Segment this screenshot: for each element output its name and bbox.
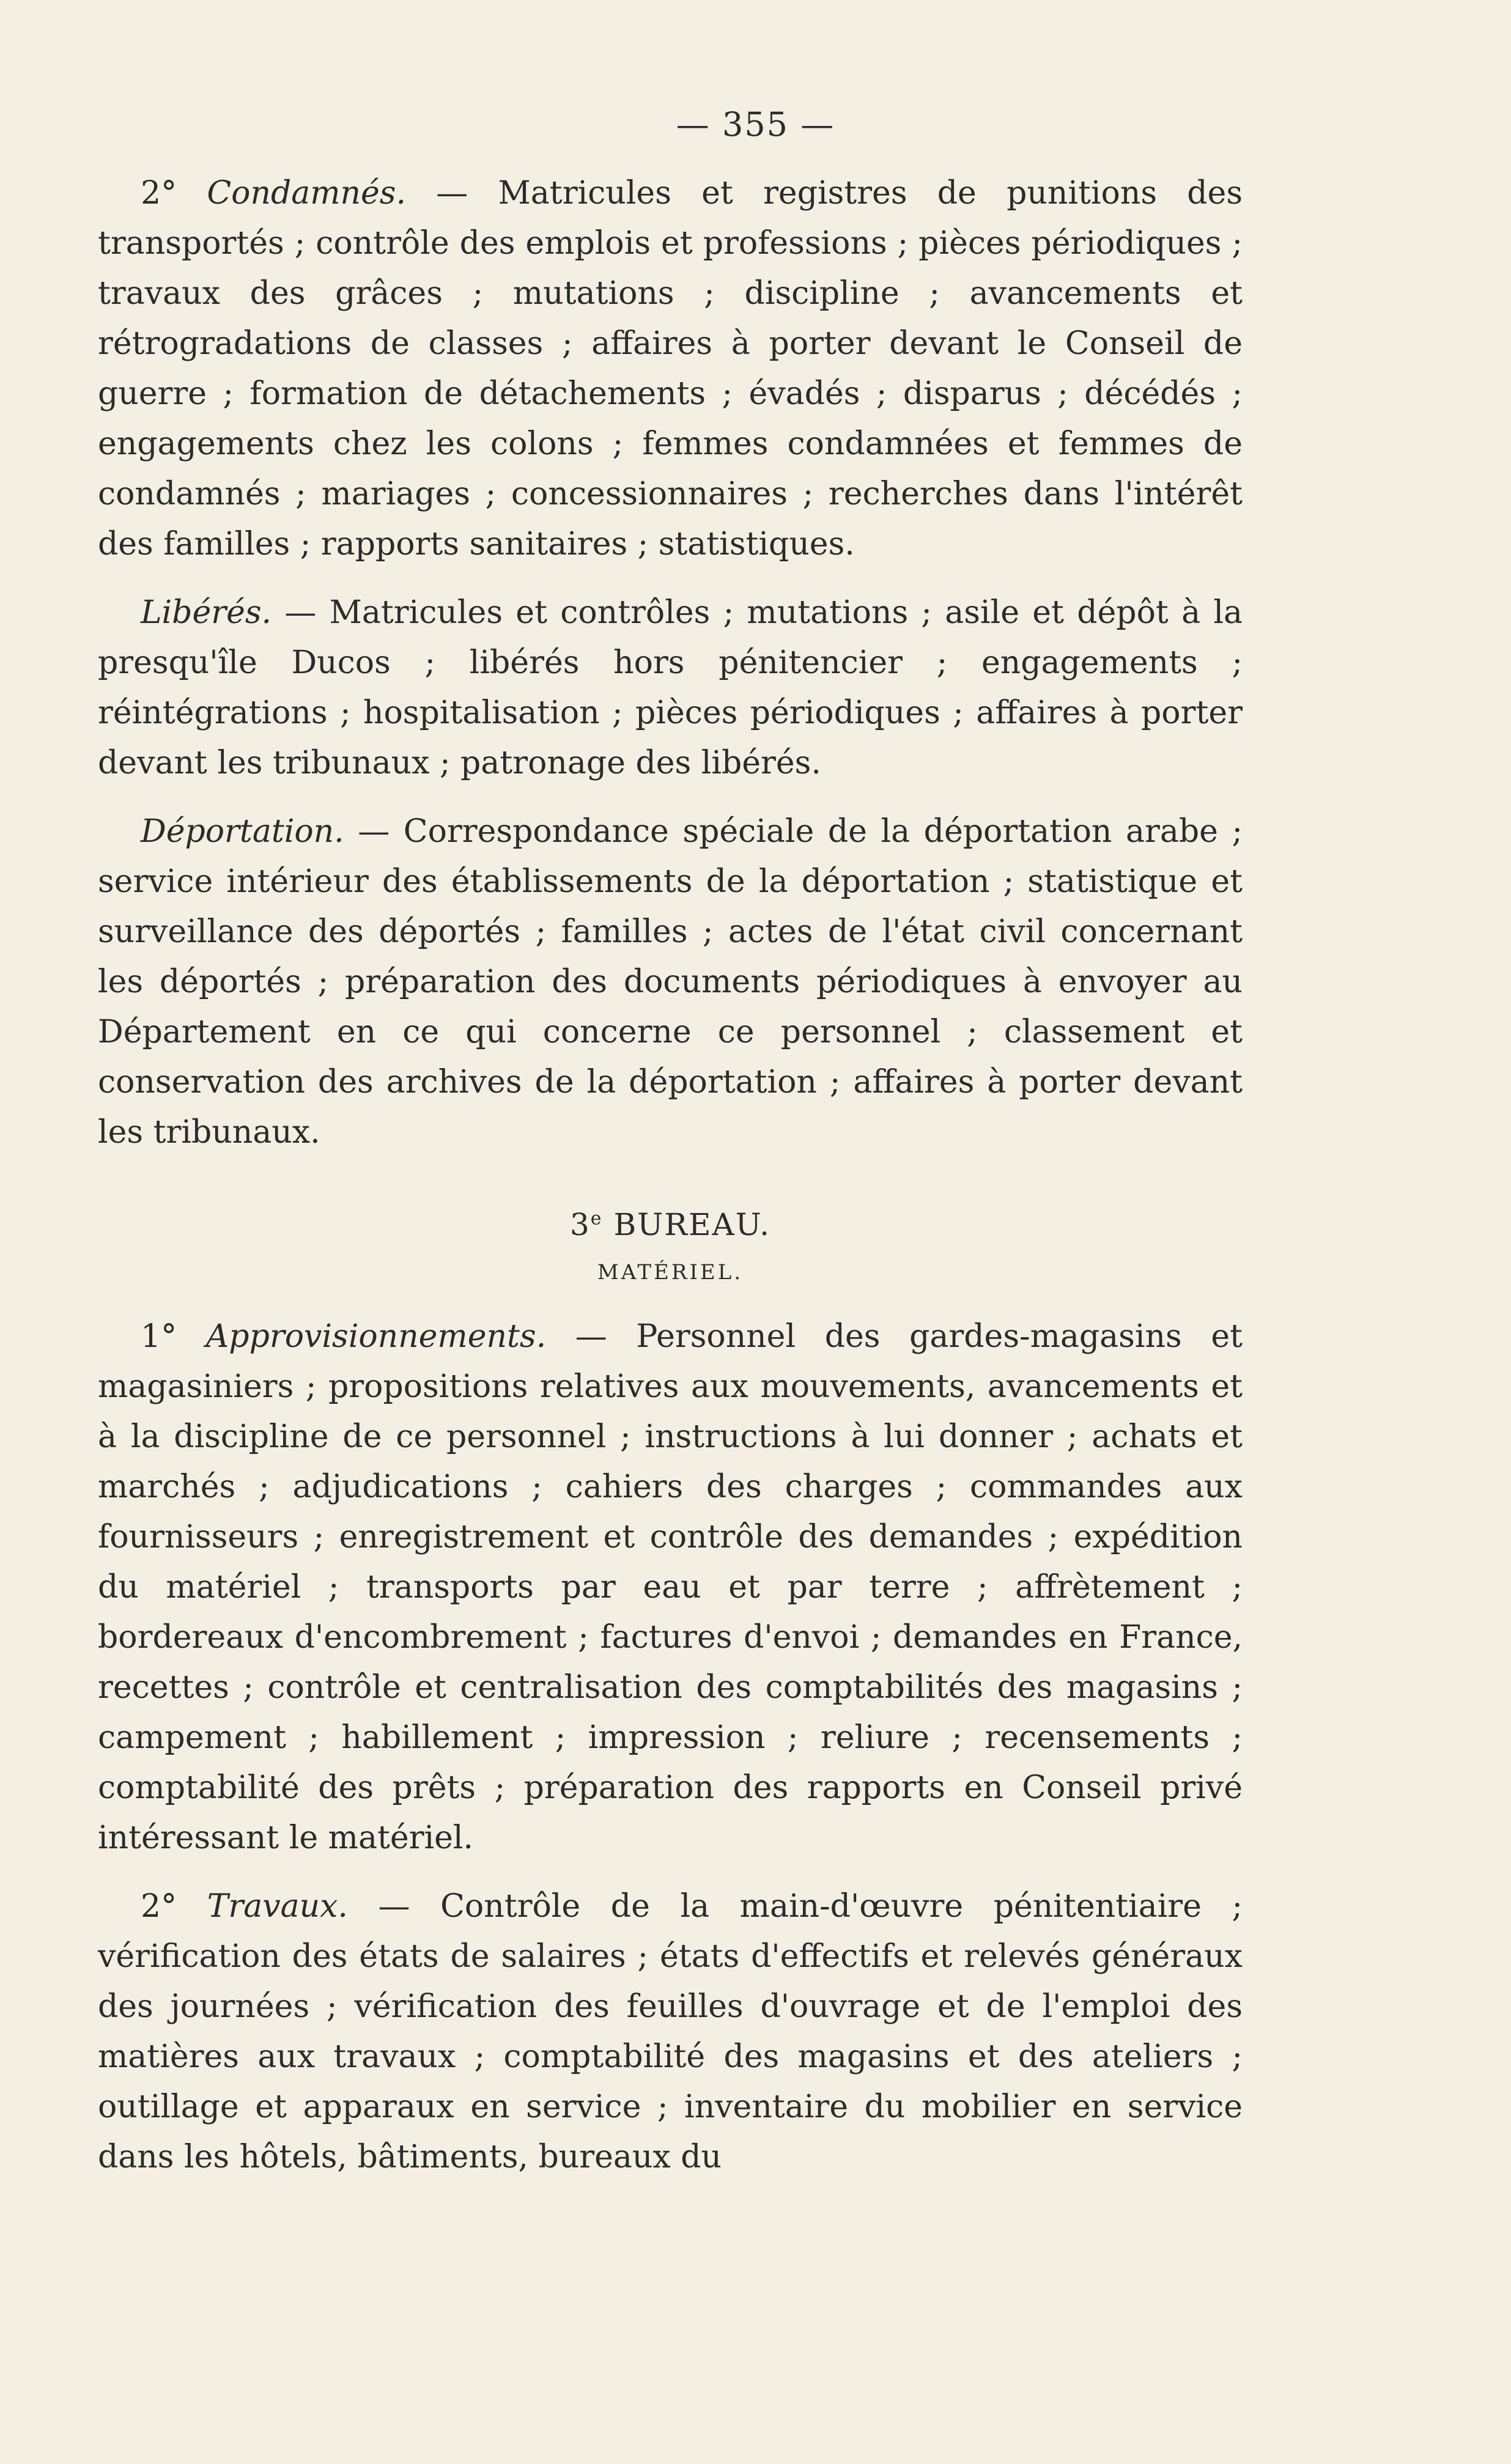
paragraph-liberes [98,588,1243,788]
section-heading [98,1200,1243,1249]
paragraph-deportation [98,806,1243,1157]
paragraph-number: 2° [141,175,177,212]
page-body [98,168,1243,2182]
page-number: — 355 — [676,105,835,144]
paragraph-text: — Correspondance spéciale de la déportation arabe ; service intérieur des établissements de la déportation ; statistique et surveillance des déportés ; familles ; actes de l'état civil concernant les déportés ; préparation des documents périodiques à envoyer au Département en ce qui concerne ce personnel ; classement et conservation des archives de la déportation ; affaires à porter devant les tribunaux. [98,813,1243,1151]
paragraph-travaux [98,1881,1243,2182]
paragraph-lead: Travaux. [207,1888,348,1925]
section-heading-ordinal: e [590,1208,603,1230]
paragraph-lead: Déportation. [141,813,344,850]
paragraph-lead: Approvisionnements. [205,1318,547,1355]
paragraph-lead: Condamnés. [207,175,407,212]
paragraph-approvisionnements [98,1311,1243,1863]
paragraph-text: — Matricules et registres de punitions des transportés ; contrôle des emplois et professions ; pièces périodiques ; travaux des grâces ; mutations ; discipline ; avancements et rétrogradations de classes ; affaires à porter devant le Conseil de guerre ; formation de détachements ; évadés ; disparus ; décédés ; engagements chez les colons ; femmes condamnées et femmes de condamnés ; mariages ; concessionnaires ; recherches dans l'intérêt des familles ; rapports sanitaires ; statistiques. [98,175,1243,563]
section-subheading: MATÉRIEL. [597,1260,744,1285]
paragraph-number: 1° [141,1318,177,1355]
section-heading-number: 3 [569,1207,591,1242]
paragraph-text: — Matricules et contrôles ; mutations ; asile et dépôt à la presqu'île Ducos ; libérés hors pénitencier ; engagements ; réintégrations ; hospitalisation ; pièces périodiques ; affaires à porter devant les tribunaux ; patronage des libérés. [98,594,1243,781]
paragraph-condamnes [98,168,1243,569]
paragraph-number: 2° [141,1888,177,1925]
section-heading-text: BUREAU. [602,1207,771,1242]
paragraph-text: — Contrôle de la main-d'œuvre pénitentiaire ; vérification des états de salaires ; états d'effectifs et relevés généraux des journées ; vérification des feuilles d'ouvrage et de l'emploi des matières aux travaux ; comptabilité des magasins et des ateliers ; outillage et apparaux en service ; inventaire du mobilier en service dans les hôtels, bâtiments, bureaux du [98,1888,1243,2175]
paragraph-text: — Personnel des gardes-magasins et magasiniers ; propositions relatives aux mouvements, avancements et à la discipline de ce personnel ; instructions à lui donner ; achats et marchés ; adjudications ; cahiers des charges ; commandes aux fournisseurs ; enregistrement et contrôle des demandes ; expédition du matériel ; transports par eau et par terre ; affrètement ; bordereaux d'encombrement ; factures d'envoi ; demandes en France, recettes ; contrôle et centralisation des comptabilités des magasins ; campement ; habillement ; impression ; reliure ; recensements ; comptabilité des prêts ; préparation des rapports en Conseil privé intéressant le matériel. [98,1318,1243,1856]
paragraph-lead: Libérés. [141,594,272,631]
